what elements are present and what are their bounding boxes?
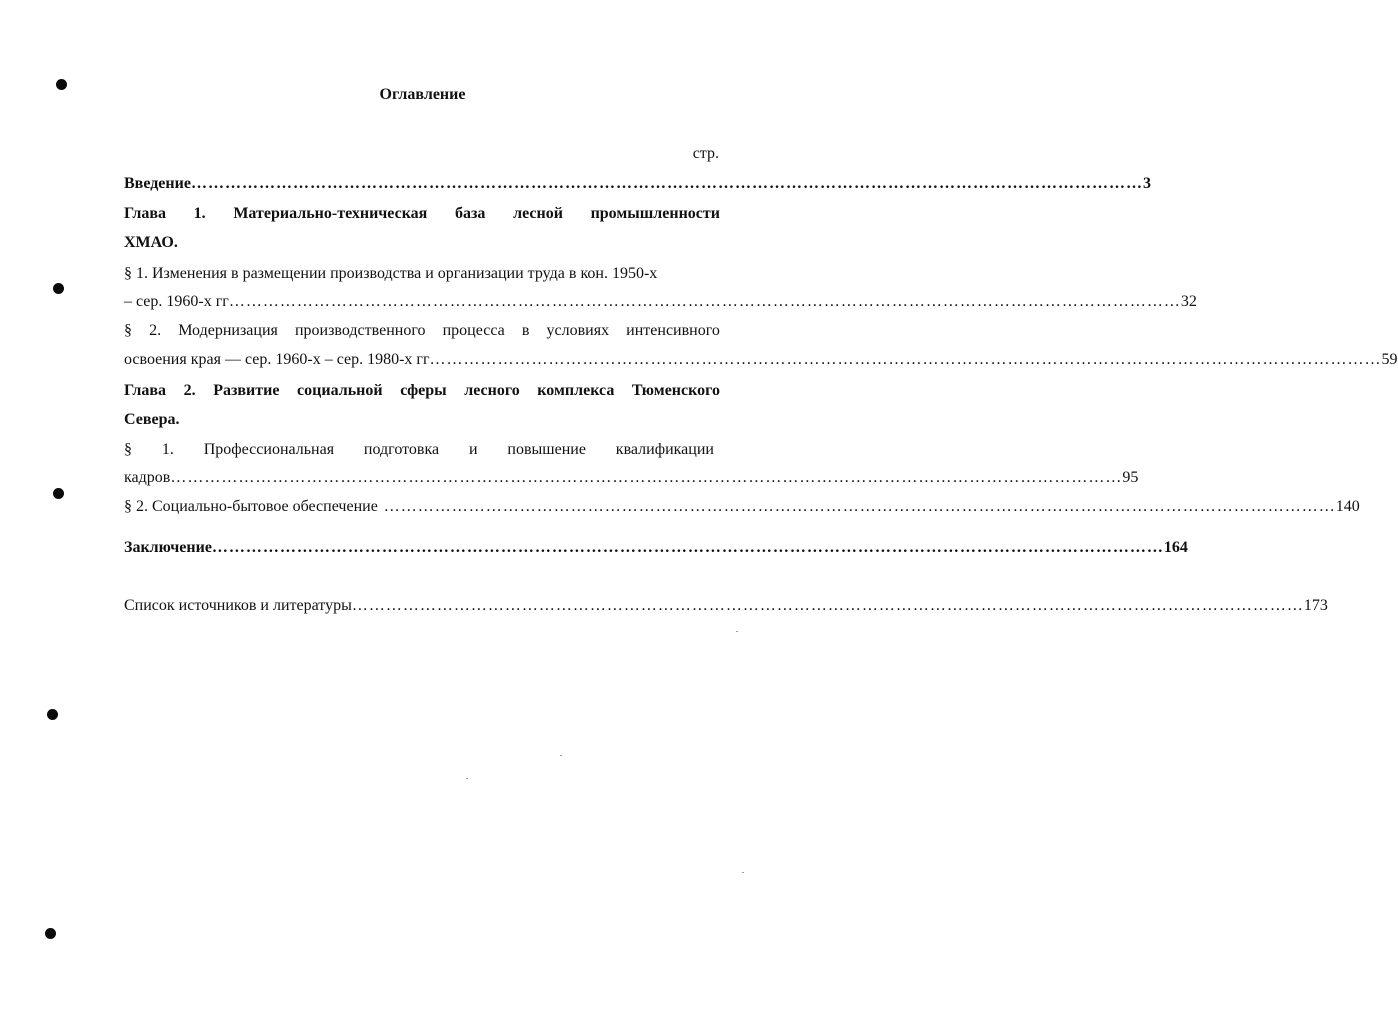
entry-label: освоения края — сер. 1960-х – сер. 1980-х гг [124,351,430,368]
dot-leader: …………………………………………………………………………………………………………………………………………………… [383,498,1336,515]
entry-label: Список источников и литературы [124,597,352,614]
word: социальной [297,382,383,399]
word: лесной [513,205,563,222]
page-number: 3 [1142,175,1151,192]
entry-label: кадров [124,469,171,486]
entry-label: Заключение [124,539,212,556]
toc-entry-ch2-section-1[interactable] [124,440,714,460]
binding-hole [47,709,58,720]
word: Профессиональная [203,441,335,458]
page-number: 173 [1303,597,1328,614]
page-number: 59 [1381,351,1398,368]
toc-entry-ch1-section-1[interactable]: § 1. Изменения в размещении производства и организации труда в кон. 1950-х [124,265,658,282]
word: и [468,441,478,458]
toc-entry-chapter-2[interactable] [124,381,720,401]
word: Глава [124,382,166,399]
word: промышленности [590,205,720,222]
binding-hole [53,283,64,294]
word: Модернизация [178,322,278,339]
toc-entry-ch1-section-2-continued[interactable] [124,350,1398,370]
dot-leader: …………………………………………………………………………………………………………………………………………………… [351,597,1304,614]
scan-speck [736,631,738,632]
dot-leader: …………………………………………………………………………………………………………………………………………………… [170,469,1123,486]
word: квалификации [615,441,714,458]
page-number: 164 [1163,539,1188,556]
dot-leader: …………………………………………………………………………………………………………………………………………………… [228,293,1181,310]
scan-speck [466,778,468,779]
toc-entry-ch2-section-1-continued[interactable] [124,468,1139,488]
toc-entry-chapter-1[interactable] [124,204,720,224]
word: 2. [183,382,196,399]
word: 1. [161,441,174,458]
dot-leader: …………………………………………………………………………………………………………………………………………………… [211,539,1164,556]
chapter-2-title-continued: Севера. [124,411,180,428]
word: условиях [546,322,610,339]
dot-leader: …………………………………………………………………………………………………………………………………………………… [190,175,1143,192]
word: 1. [193,205,206,222]
binding-hole [45,928,56,939]
word: лесного [464,382,520,399]
word: база [455,205,486,222]
dot-leader: …………………………………………………………………………………………………………………………………………………… [429,351,1382,368]
entry-label: – сер. 1960-х гг [124,293,229,310]
word: Материально-техническая [233,205,428,222]
toc-title: Оглавление [379,86,466,103]
toc-entry-ch1-section-1-continued[interactable] [124,292,1197,312]
word: Тюменского [631,382,720,399]
page-number: 95 [1122,469,1139,486]
word: в [521,322,530,339]
entry-label: Введение [124,175,191,192]
word: повышение [507,441,586,458]
page-column-label: стр. [692,145,719,162]
word: Глава [124,205,166,222]
word: сферы [400,382,447,399]
page-number: 140 [1335,498,1360,515]
page-number: 32 [1180,293,1197,310]
word: интенсивного [626,322,720,339]
word: § [124,441,132,458]
toc-entry-ch1-section-2[interactable] [124,321,720,341]
scan-speck [742,872,744,873]
word: подготовка [363,441,440,458]
scan-speck [560,755,562,756]
word: производственного [294,322,426,339]
toc-entry-conclusion[interactable] [124,538,1188,558]
toc-entry-sources[interactable] [124,596,1328,616]
chapter-1-title-continued: ХМАО. [124,234,178,251]
toc-entry-ch2-section-2[interactable] [124,497,1360,517]
word: Развитие [213,382,280,399]
word: комплекса [537,382,615,399]
word: 2. [149,322,162,339]
entry-label: § 2. Социально-бытовое обеспечение [124,498,378,515]
word: § [124,322,132,339]
binding-hole [53,488,64,499]
word: процесса [442,322,505,339]
toc-entry-intro[interactable] [124,174,1151,194]
